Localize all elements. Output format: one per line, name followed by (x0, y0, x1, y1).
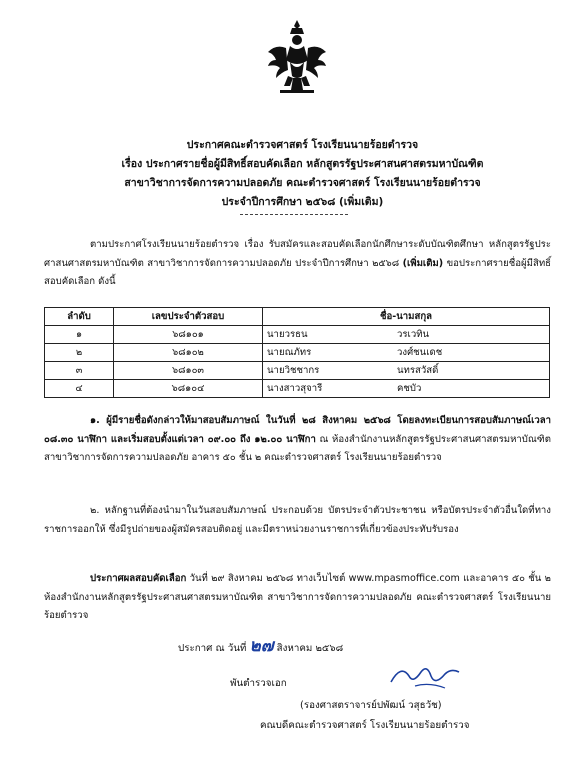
garuda-emblem-icon (266, 18, 328, 98)
row-name (263, 326, 550, 344)
result-bold: ประกาศผลสอบคัดเลือก (90, 573, 187, 584)
item-1-paragraph (44, 412, 551, 468)
row-order: ๑ (45, 326, 114, 344)
intro-paragraph (44, 236, 551, 292)
col-exam-id-header: เลขประจำตัวสอบ (114, 308, 263, 326)
table-row (45, 362, 550, 380)
row-last-name: คชบัว (397, 383, 422, 394)
header-divider (240, 214, 348, 215)
candidate-table (44, 307, 550, 398)
row-last-name: นทรสวัสดิ์ (397, 365, 439, 376)
row-exam-id: ๖๘๑๐๑ (114, 326, 263, 344)
result-paragraph (44, 570, 551, 626)
header-line-3: สาขาวิชาการจัดการความปลอดภัย คณะตำรวจศาสตร์ โรงเรียนนายร้อยตำรวจ (124, 177, 481, 189)
announcement-header (60, 136, 545, 212)
signature-scribble-icon (385, 660, 465, 692)
row-exam-id: ๖๘๑๐๓ (114, 362, 263, 380)
item-1-bold: ๑. ผู้มีรายชื่อดังกล่าวให้มาสอบสัมภาษณ์ ในวันที่ ๒๘ สิงหาคม ๒๕๖๘ โดยลงทะเบียนการสอบสัมภาษณ์เวลา ๐๘.๓๐ นาฬิกา และเริ่มสอบตั้งแต่เวลา ๐๙.๐๐ ถึง ๑๒.๐๐ นาฬิกา (44, 415, 551, 445)
row-first-name: นายณภัทร (267, 347, 312, 358)
row-first-name: นายวิชชากร (267, 365, 320, 376)
intro-text: ตามประกาศโรงเรียนนายร้อยตำรวจ เรื่อง รับสมัครและสอบคัดเลือกนักศึกษาระดับบัณฑิตศึกษา หลักสูตรรัฐประศาสนศาสตรมหาบัณฑิต สาขาวิชาการจัดการความปลอดภัย ประจำปีการศึกษา ๒๕๖๘ (44, 239, 551, 269)
header-line-1: ประกาศคณะตำรวจศาสตร์ โรงเรียนนายร้อยตำรวจ (186, 139, 419, 151)
item-1-tail: ณ ห้องสำนักงานหลักสูตรรัฐประศาสนศาสตรมหาบัณฑิต สาขาวิชาการจัดการความปลอดภัย อาคาร ๕๐ ชั้น ๒ คณะตำรวจศาสตร์ โรงเรียนนายร้อยตำรวจ (44, 433, 551, 463)
table-header-row (45, 308, 550, 326)
table-row (45, 326, 550, 344)
intro-bold: (เพิ่มเติม) (402, 257, 444, 269)
signer-position: คณบดีคณะตำรวจศาสตร์ โรงเรียนนายร้อยตำรวจ (260, 720, 470, 731)
col-order-header: ลำดับ (45, 308, 114, 326)
row-exam-id: ๖๘๑๐๒ (114, 344, 263, 362)
announce-date (178, 632, 343, 659)
handwritten-day: ๒๗ (249, 636, 274, 656)
intro-tail: ขอประกาศรายชื่อผู้มีสิทธิ์สอบคัดเลือก ดังนี้ (44, 257, 552, 287)
announce-suffix: สิงหาคม ๒๕๖๘ (276, 643, 344, 654)
item-2-text: ๒. หลักฐานที่ต้องนำมาในวันสอบสัมภาษณ์ ประกอบด้วย บัตรประจำตัวประชาชน หรือบัตรประจำตัวอื่นใดที่ทางราชการออกให้ ซึ่งมีรูปถ่ายของผู้สมัครสอบติดอยู่ และมีตราหน่วยงานราชการที่เกี่ยวข้องประทับรับรอง (44, 505, 551, 535)
col-name-header: ชื่อ-นามสกุล (263, 308, 550, 326)
row-first-name: นางสาวสุจารี (267, 383, 323, 394)
row-name (263, 380, 550, 398)
result-text: วันที่ ๒๙ สิงหาคม ๒๕๖๘ ทางเว็บไซต์ www.mpasmoffice.com และอาคาร ๕๐ ชั้น ๒ ห้องสำนักงานหลักสูตรรัฐประศาสนศาสตรมหาบัณฑิต สาขาวิชาการจัดการความปลอดภัย คณะตำรวจศาสตร์ โรงเรียนนายร้อยตำรวจ (44, 573, 551, 621)
row-last-name: วรเวทิน (397, 329, 430, 340)
signer-rank: พันตำรวจเอก (230, 678, 287, 689)
row-order: ๔ (45, 380, 114, 398)
row-first-name: นายวรธน (267, 329, 308, 340)
table-row (45, 344, 550, 362)
header-line-2: เรื่อง ประกาศรายชื่อผู้มีสิทธิ์สอบคัดเลือก หลักสูตรรัฐประศาสนศาสตรมหาบัณฑิต (121, 158, 484, 170)
row-exam-id: ๖๘๑๐๔ (114, 380, 263, 398)
row-name (263, 362, 550, 380)
item-2-paragraph (44, 502, 551, 539)
header-line-4: ประจำปีการศึกษา ๒๕๖๘ (เพิ่มเติม) (221, 196, 384, 208)
announce-prefix: ประกาศ ณ วันที่ (178, 643, 247, 654)
row-order: ๒ (45, 344, 114, 362)
row-name (263, 344, 550, 362)
signer-name: (รองศาสตราจารย์ปพัฒน์ วสุธวัช) (300, 700, 442, 711)
table-row (45, 380, 550, 398)
row-order: ๓ (45, 362, 114, 380)
row-last-name: วงศ์ชนเดช (397, 347, 443, 358)
